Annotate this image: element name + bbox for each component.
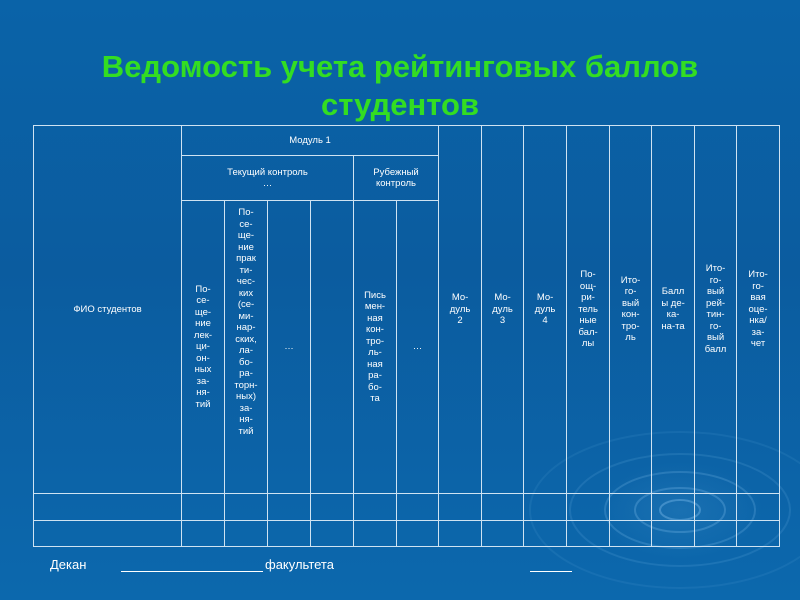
- header-module-4: [524, 126, 567, 494]
- header-line: за-: [239, 402, 253, 414]
- header-line: ла-: [239, 345, 253, 357]
- header-line: та: [370, 393, 380, 404]
- header-line: го-: [752, 280, 764, 292]
- header-line: ль: [625, 332, 636, 344]
- header-module-1: Модуль 1: [182, 126, 439, 156]
- header-line: се-: [196, 295, 210, 307]
- table-cell: [225, 520, 268, 546]
- header-line: контроль: [376, 178, 417, 190]
- header-line: Ито-: [748, 269, 768, 281]
- header-line: ра-: [368, 370, 382, 381]
- table-cell: [524, 493, 567, 520]
- table-cell: [268, 520, 311, 546]
- header-line: мен-: [364, 301, 386, 312]
- header-line: Пись: [364, 289, 386, 301]
- header-line: нар-: [236, 322, 256, 334]
- header-line: го-: [709, 274, 722, 286]
- header-milestone-ellipsis: …: [397, 201, 439, 494]
- header-line: Ито-: [620, 274, 641, 286]
- header-line: нка/: [749, 315, 767, 327]
- table-cell: [737, 520, 780, 546]
- header-line: По-: [580, 269, 596, 281]
- header-line: 3: [499, 315, 506, 327]
- table-cell: [652, 493, 695, 520]
- header-line: ще-: [194, 306, 212, 318]
- signature-blank: [530, 571, 572, 572]
- header-line: ная: [367, 358, 383, 370]
- title-line-1: Ведомость учета рейтинговых баллов: [101, 49, 699, 84]
- table-row: [34, 520, 780, 546]
- header-line: …: [262, 178, 273, 190]
- header-line: ри-: [581, 292, 595, 304]
- table-cell: [610, 520, 652, 546]
- table-cell: [34, 520, 182, 546]
- header-line: ные: [579, 315, 597, 327]
- header-milestone-control: [354, 156, 439, 201]
- header-line: чес-: [236, 276, 256, 288]
- header-line: ние: [195, 318, 211, 330]
- header-module-3: [482, 126, 524, 494]
- table-cell: [652, 520, 695, 546]
- table-cell: [567, 520, 610, 546]
- header-line: ских,: [235, 333, 257, 345]
- header-line: он-: [196, 352, 210, 364]
- table-cell: [34, 493, 182, 520]
- header-current-control: [182, 156, 354, 201]
- table-cell: [482, 520, 524, 546]
- header-line: чет: [750, 338, 766, 350]
- header-line: бо-: [368, 381, 382, 393]
- dean-label: Декан: [50, 557, 87, 572]
- title-line-2: студентов: [320, 87, 480, 122]
- header-line: ных: [194, 364, 212, 376]
- header-total-rating: [695, 126, 737, 494]
- header-final-grade: [737, 126, 780, 494]
- faculty-label: факультета: [265, 557, 334, 572]
- table-cell: [311, 520, 354, 546]
- header-line: рей-: [706, 297, 726, 309]
- header-line: Текущий контроль: [227, 166, 308, 178]
- header-line: го-: [624, 286, 637, 298]
- table-cell: [524, 520, 567, 546]
- table-cell: [268, 493, 311, 520]
- header-line: вый: [706, 286, 725, 298]
- header-line: Мо-: [536, 292, 554, 304]
- header-lecture-attendance: [182, 201, 225, 494]
- header-line: бо-: [239, 356, 253, 368]
- header-line: ль-: [368, 347, 382, 358]
- table-cell: [182, 493, 225, 520]
- header-line: балл: [704, 343, 727, 355]
- header-line: бал-: [578, 326, 598, 338]
- header-dean-points: [652, 126, 695, 494]
- header-line: ких: [238, 287, 254, 299]
- header-line: Балл: [661, 286, 685, 298]
- header-line: дуль: [534, 303, 556, 315]
- header-line: кон-: [366, 324, 384, 335]
- header-line: прак: [236, 253, 256, 265]
- table-row: [34, 493, 780, 520]
- header-line: ка-: [666, 309, 680, 321]
- header-line: тий: [238, 425, 254, 437]
- header-fio: ФИО студентов: [34, 126, 182, 494]
- header-line: Мо-: [494, 292, 511, 304]
- header-total-control: [610, 126, 652, 494]
- header-line: Ито-: [705, 263, 726, 275]
- header-line: вый: [621, 297, 640, 309]
- header-line: 4: [542, 315, 548, 327]
- header-line: торн-: [234, 379, 258, 391]
- header-line: (се-: [237, 299, 255, 311]
- header-line: тро-: [365, 335, 385, 347]
- header-line: ти-: [239, 264, 253, 276]
- header-line: ы де-: [661, 297, 685, 309]
- table-cell: [482, 493, 524, 520]
- header-empty-cell: [311, 201, 354, 494]
- header-line: за-: [751, 326, 765, 338]
- header-line: се-: [239, 218, 253, 230]
- header-line: 2: [457, 315, 463, 327]
- header-line: Мо-: [451, 292, 469, 304]
- table-cell: [695, 493, 737, 520]
- header-line: тро-: [621, 320, 640, 332]
- header-line: По-: [238, 207, 254, 219]
- header-line: ще-: [237, 230, 255, 242]
- header-line: ощ-: [579, 280, 597, 292]
- dean-name-blank: [121, 571, 263, 572]
- header-line: го-: [709, 320, 722, 332]
- header-line: тий: [195, 398, 211, 410]
- header-line: ня-: [239, 414, 253, 426]
- table-cell: [397, 493, 439, 520]
- header-line: вая: [750, 292, 766, 304]
- header-line: ци-: [196, 341, 210, 353]
- header-line: за-: [196, 375, 210, 387]
- header-line: ра-: [239, 368, 253, 380]
- table-cell: [311, 493, 354, 520]
- header-line: ных): [236, 391, 256, 403]
- table-cell: [567, 493, 610, 520]
- page-title: [0, 48, 800, 124]
- header-line: кон-: [621, 309, 640, 321]
- header-line: дуль: [492, 303, 513, 315]
- header-line: ня-: [196, 387, 210, 399]
- table-cell: [182, 520, 225, 546]
- header-line: вый: [706, 332, 725, 344]
- header-line: тель: [578, 303, 598, 315]
- header-line: тин-: [706, 309, 725, 321]
- table-cell: [737, 493, 780, 520]
- header-current-ellipsis: …: [268, 201, 311, 494]
- header-line: Рубежный: [373, 166, 419, 178]
- header-line: дуль: [449, 303, 471, 315]
- table-cell: [354, 493, 397, 520]
- header-line: лек-: [193, 329, 213, 341]
- header-line: лы: [581, 338, 595, 350]
- table-cell: [439, 520, 482, 546]
- header-module-2: [439, 126, 482, 494]
- header-practical-attendance: [225, 201, 268, 494]
- header-line: оце-: [748, 303, 768, 315]
- header-line: По-: [195, 283, 211, 295]
- table-cell: [439, 493, 482, 520]
- header-incentive-points: [567, 126, 610, 494]
- header-written-test: [354, 201, 397, 494]
- table-cell: [354, 520, 397, 546]
- header-line: ми-: [238, 310, 254, 322]
- table-cell: [610, 493, 652, 520]
- table-cell: [225, 493, 268, 520]
- header-line: на-та: [661, 320, 685, 332]
- table-cell: [695, 520, 737, 546]
- header-line: ние: [238, 241, 254, 253]
- header-line: ная: [367, 312, 383, 324]
- table-cell: [397, 520, 439, 546]
- rating-table: [33, 125, 780, 547]
